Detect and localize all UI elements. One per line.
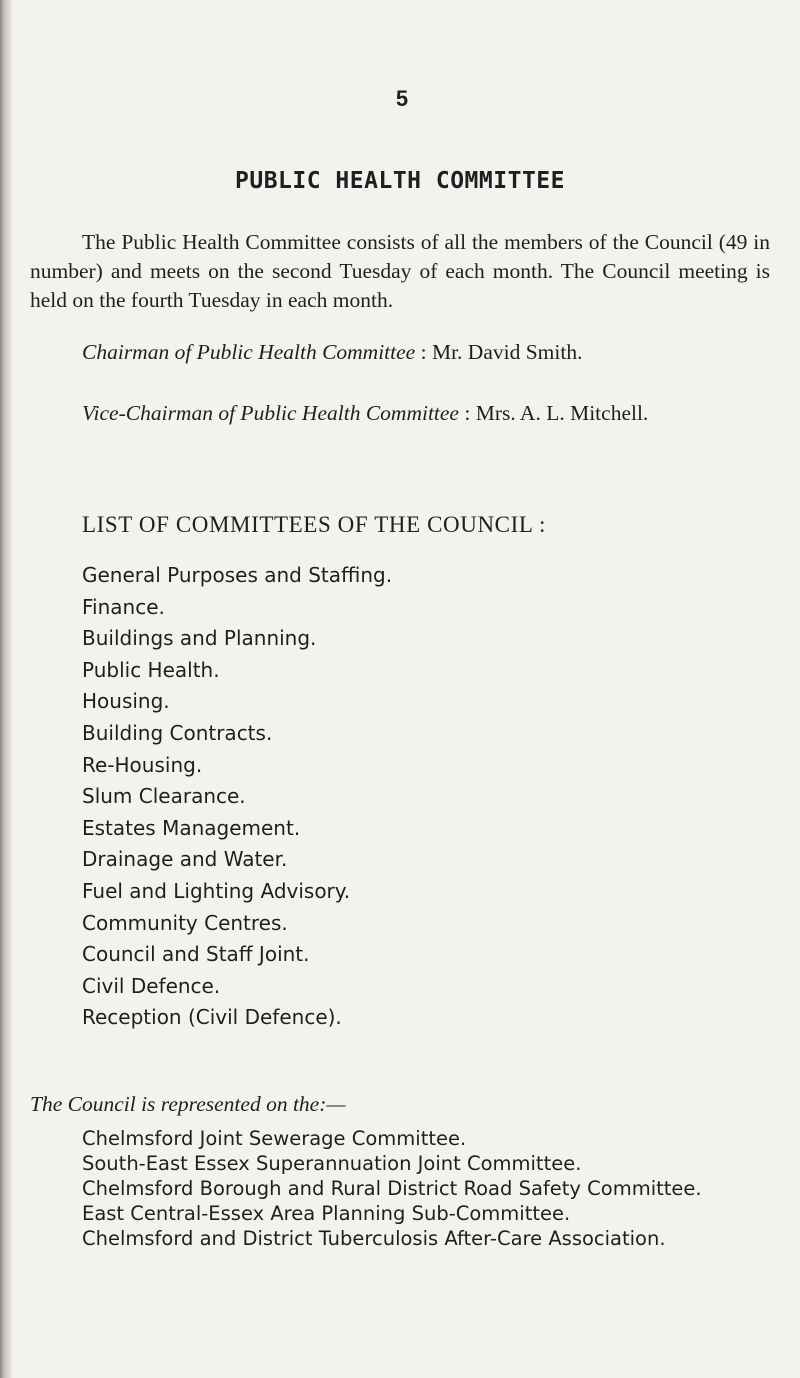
list-item: East Central-Essex Area Planning Sub-Committee. xyxy=(82,1202,571,1225)
chairman-line xyxy=(82,340,582,365)
list-item: Estates Management. xyxy=(82,815,301,840)
list-item: Chelmsford Borough and Rural District Road Safety Committee. xyxy=(82,1177,702,1200)
represented-heading: The Council is represented on the:— xyxy=(30,1092,346,1116)
vice-chairman-role: Vice-Chairman of Public Health Committee xyxy=(82,401,459,425)
list-item: General Purposes and Staffing. xyxy=(82,563,393,587)
page-title: PUBLIC HEALTH COMMITTEE xyxy=(235,168,565,194)
list-item: Chelmsford Joint Sewerage Committee. xyxy=(82,1127,467,1150)
vice-chairman-name: Mrs. A. L. Mitchell. xyxy=(475,401,649,425)
vice-chairman-line xyxy=(82,401,648,426)
list-item: Drainage and Water. xyxy=(82,847,288,872)
intro-paragraph xyxy=(30,228,770,315)
list-item: Re-Housing. xyxy=(82,752,203,777)
chairman-role: Chairman of Public Health Committee xyxy=(82,340,416,364)
list-item: Building Contracts. xyxy=(82,720,273,745)
committee-list xyxy=(82,560,392,1034)
list-item: Finance. xyxy=(82,594,165,619)
committees-heading: LIST OF COMMITTEES OF THE COUNCIL : xyxy=(82,512,546,537)
list-item: Public Health. xyxy=(82,657,220,682)
vice-chairman-separator: : xyxy=(458,401,476,425)
list-item: South-East Essex Superannuation Joint Committee. xyxy=(82,1152,582,1175)
list-item: Council and Staff Joint. xyxy=(82,942,310,967)
chairman-separator: : xyxy=(415,340,432,364)
list-item: Reception (Civil Defence). xyxy=(82,1005,342,1030)
list-item: Fuel and Lighting Advisory. xyxy=(82,878,351,903)
binding-edge xyxy=(0,0,12,1378)
list-item: Slum Clearance. xyxy=(82,784,246,809)
list-item: Community Centres. xyxy=(82,910,288,935)
chairman-name: Mr. David Smith. xyxy=(431,340,583,364)
list-item: Civil Defence. xyxy=(82,973,221,998)
list-item: Buildings and Planning. xyxy=(82,626,317,651)
intro-text: The Public Health Committee consists of all the members of the Council (49 in number) and meets on the second Tuesday of each month. The Council meeting is held on the fourth Tuesday in each month. xyxy=(30,230,770,312)
page-number: 5 xyxy=(395,86,409,111)
list-item: Chelmsford and District Tuberculosis After-Care Association. xyxy=(82,1227,666,1250)
represented-bodies-list xyxy=(82,1126,782,1251)
list-item: Housing. xyxy=(82,689,170,714)
